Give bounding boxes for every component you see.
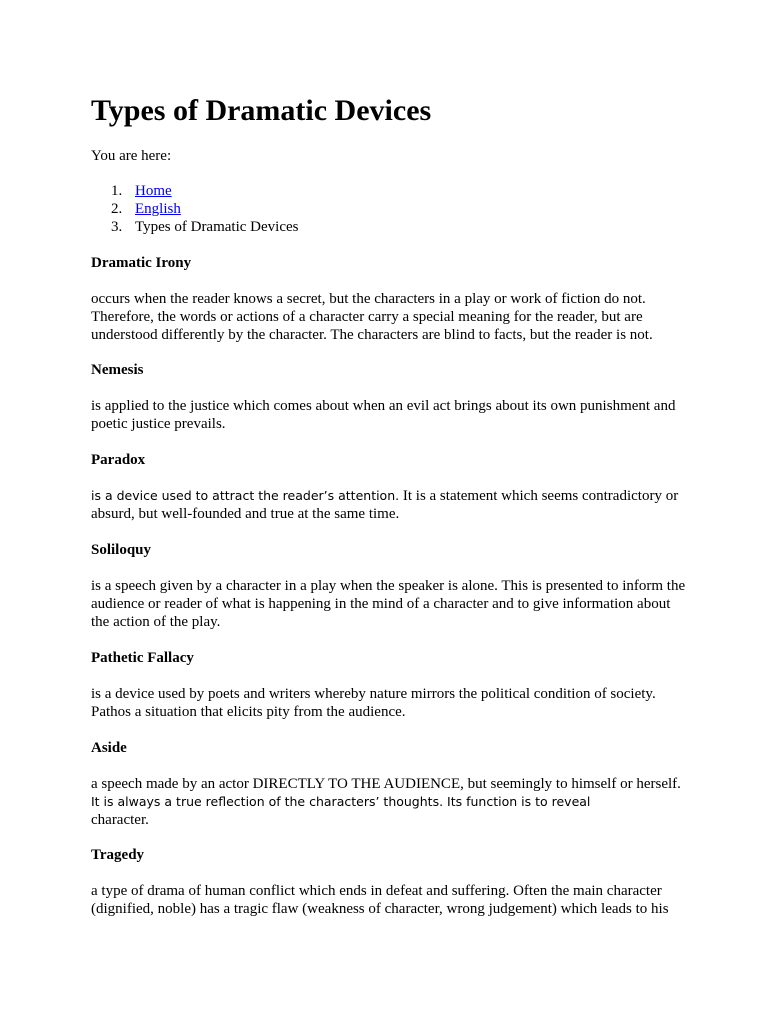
section-text: a type of drama of human conflict which ends in defeat and suffering. Often the main character (dignified, noble) has a tragic flaw (weakness of character, wrong judgement) which leads to his [91,883,669,917]
breadcrumb-link-english[interactable]: English [135,201,181,217]
section-text-rest: It is a statement which seems contradictory or absurd, but well-founded and true at the same time. [91,488,679,522]
section-heading: Nemesis [91,362,144,378]
section-nemesis [91,361,691,433]
section-aside [91,739,691,829]
section-text: occurs when the reader knows a secret, but the characters in a play or work of fiction do not. Therefore, the words or actions of a character carry a special meaning for the reader, but are understood differently by the character. The characters are blind to facts, but the reader is not. [91,291,653,343]
section-heading: Paradox [91,452,146,468]
section-text [91,775,691,829]
section-text: is a speech given by a character in a play when the speaker is alone. This is presented to inform the audience or reader of what is happening in the mind of a character and to give information about the action of the play. [91,578,686,630]
breadcrumb-link-home[interactable]: Home [135,183,172,199]
breadcrumb-current-page: Types of Dramatic Devices [135,219,299,235]
breadcrumb-number: 1. [111,183,123,199]
section-heading: Pathetic Fallacy [91,650,194,666]
section-heading: Aside [91,740,127,756]
section-tragedy [91,846,691,918]
page-title: Types of Dramatic Devices [91,94,432,127]
you-are-here-label: You are here: [91,148,172,164]
section-heading: Soliloquy [91,542,152,558]
section-pathetic-fallacy [91,649,691,721]
breadcrumb [91,182,298,236]
breadcrumb-item-home [91,182,298,200]
breadcrumb-number: 3. [111,219,123,235]
section-heading: Tragedy [91,847,145,863]
section-text: is applied to the justice which comes about when an evil act brings about its own punishment and poetic justice prevails. [91,398,676,432]
section-text-sans: is a device used to attract the reader’s attention. [91,488,400,503]
section-text-serif: a speech made by an actor DIRECTLY TO THE AUDIENCE, but seemingly to himself or herself. [91,776,681,792]
section-text-sans: It is always a true reflection of the characters’ thoughts. Its function is to reveal [91,794,591,809]
breadcrumb-item-english [91,200,298,218]
breadcrumb-number: 2. [111,201,123,217]
breadcrumb-item-current [91,218,298,236]
section-paradox [91,451,691,523]
section-dramatic-irony [91,254,691,344]
section-text: is a device used by poets and writers whereby nature mirrors the political condition of society. Pathos a situation that elicits pity from the audience. [91,686,656,720]
section-text-end: character. [91,812,149,828]
section-heading: Dramatic Irony [91,255,192,271]
section-soliloquy [91,541,691,631]
section-text [91,487,691,523]
